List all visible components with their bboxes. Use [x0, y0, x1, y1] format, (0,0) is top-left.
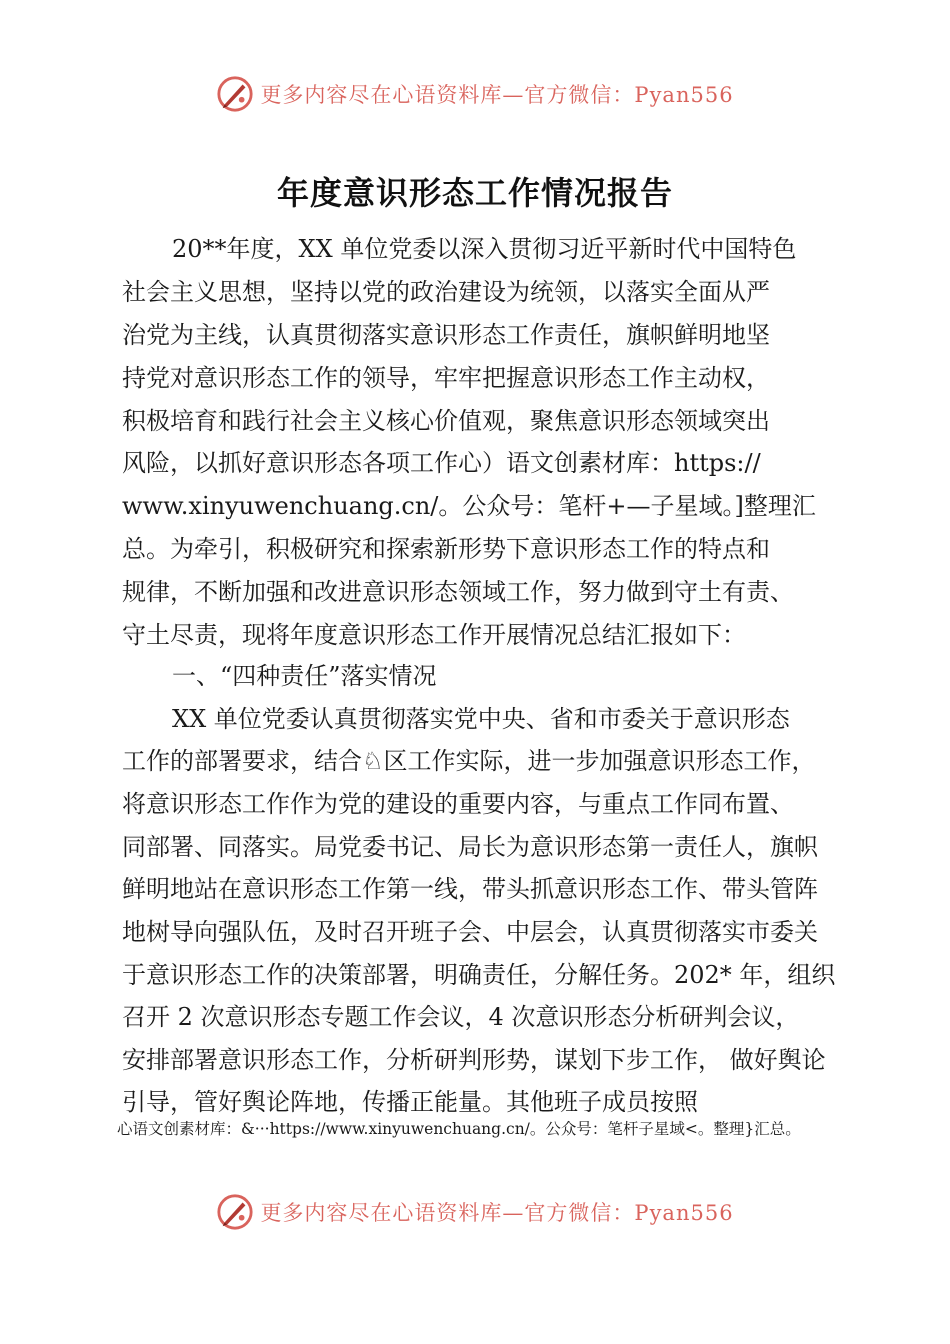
page-title: 年度意识形态工作情况报告	[276, 174, 673, 212]
footer-banner[interactable]	[0, 1192, 950, 1232]
text-line: 总。为牵引，积极研究和探索新形势下意识形态工作的特点和	[122, 535, 770, 563]
text-line: 工作的部署要求，结合♘区工作实际，进一步加强意识形态工作，	[122, 747, 816, 775]
text-line: 地树导向强队伍，及时召开班子会、中层会，认真贯彻落实市委关	[122, 918, 818, 946]
header-banner[interactable]	[0, 74, 950, 114]
text-line: 社会主义思想，坚持以党的政治建设为统领，以落实全面从严	[122, 278, 770, 306]
text-line: 20**年度，XX 单位党委以深入贯彻习近平新时代中国特色	[172, 235, 797, 263]
text-line: 风险，以抓好意识形态各项工作心）语文创素材库：https://	[122, 449, 761, 477]
text-line: 引导，管好舆论阵地，传播正能量。其他班子成员按照	[122, 1088, 698, 1116]
text-line: 积极培育和践行社会主义核心价值观，聚焦意识形态领域突出	[122, 407, 770, 435]
text-line: 安排部署意识形态工作，分析研判形势，谋划下步工作， 做好舆论	[122, 1046, 826, 1074]
text-line: 规律，不断加强和改进意识形态领域工作，努力做到守土有责、	[122, 578, 794, 606]
pen-logo-icon	[216, 75, 254, 113]
text-line: 鲜明地站在意识形态工作第一线，带头抓意识形态工作、带头管阵	[122, 875, 818, 903]
text-line: XX 单位党委认真贯彻落实党中央、省和市委关于意识形态	[172, 705, 790, 733]
banner-text: 更多内容尽在心语资料库—官方微信：Pyan556	[260, 1201, 734, 1225]
text-line: 同部署、同落实。局党委书记、局长为意识形态第一责任人，旗帜	[122, 833, 818, 861]
text-line: 持党对意识形态工作的领导，牢牢把握意识形态工作主动权，	[122, 364, 770, 392]
text-line: 于意识形态工作的决策部署，明确责任，分解任务。202* 年，组织	[122, 961, 836, 989]
section-heading: 一、“四种责任”落实情况	[172, 662, 437, 690]
footnote: 心语文创素材库：&···https://www.xinyuwenchuang.cn/。公众号：笔杆子星域<。整理}汇总。	[117, 1120, 801, 1138]
text-line: www.xinyuwenchuang.cn/。公众号：笔杆+—子星域。]整理汇	[122, 492, 816, 520]
text-line: 治党为主线，认真贯彻落实意识形态工作责任，旗帜鲜明地坚	[122, 321, 770, 349]
text-line: 将意识形态工作作为党的建设的重要内容，与重点工作同布置、	[122, 790, 794, 818]
text-line: 召开 2 次意识形态专题工作会议，4 次意识形态分析研判会议，	[122, 1003, 800, 1031]
banner-text: 更多内容尽在心语资料库—官方微信：Pyan556	[260, 83, 734, 107]
pen-logo-icon	[216, 1193, 254, 1231]
text-line: 守土尽责，现将年度意识形态工作开展情况总结汇报如下：	[122, 621, 746, 649]
